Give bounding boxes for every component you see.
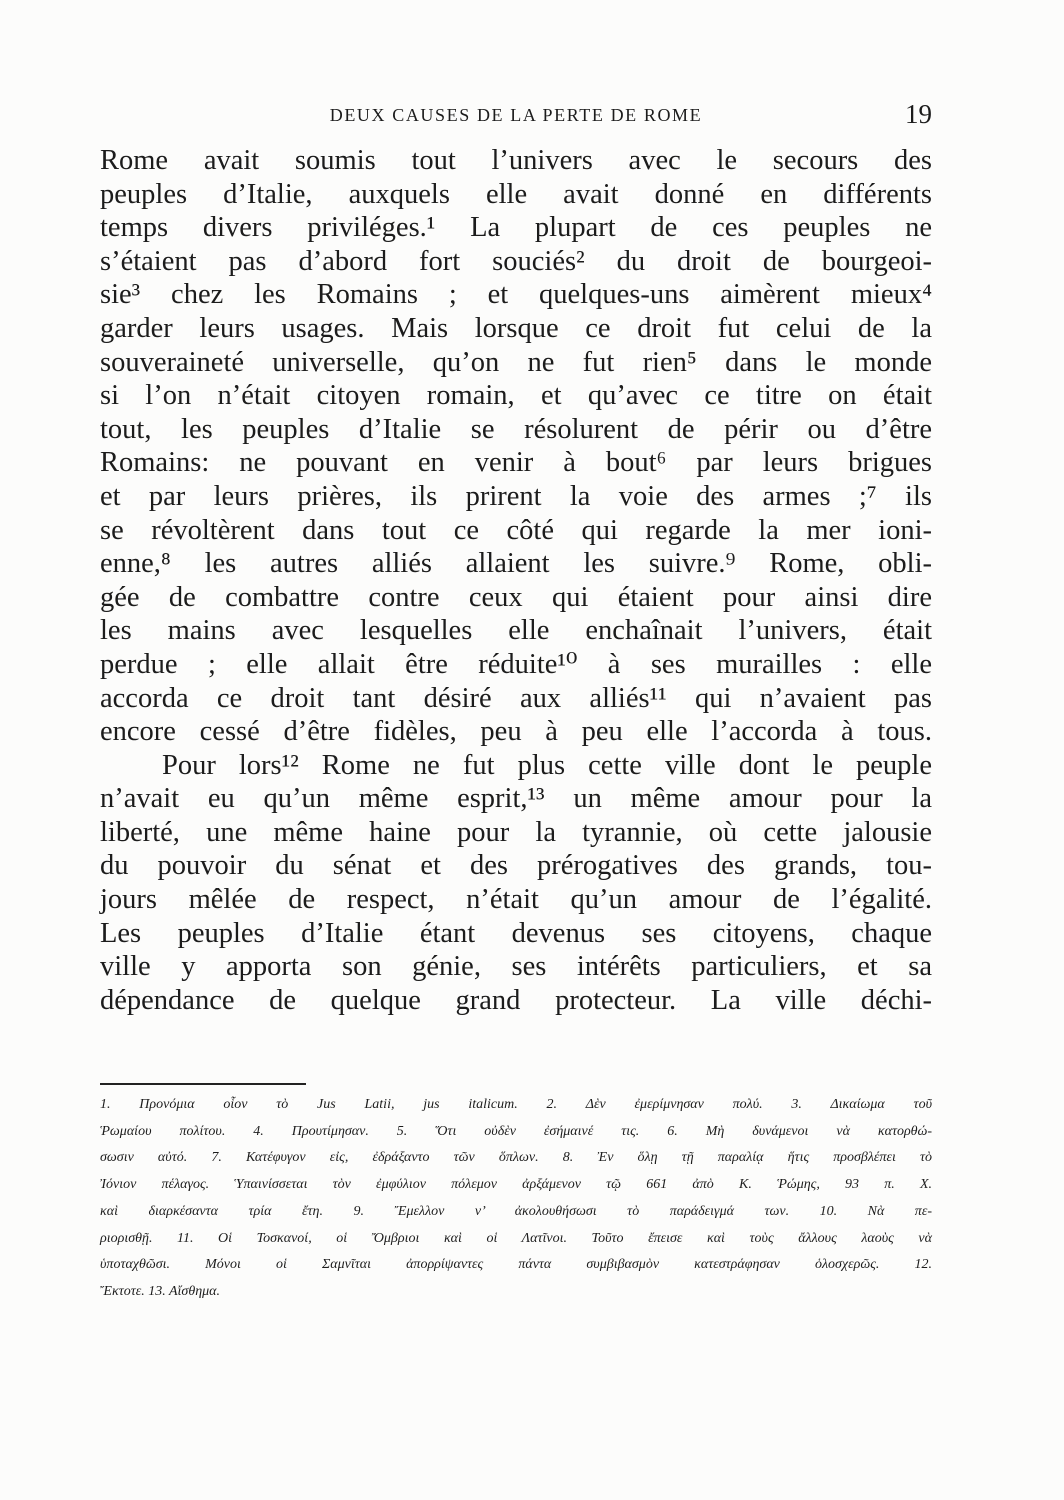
text-line: du pouvoir du sénat et des prérogatives des grands, tou- xyxy=(100,850,932,882)
text-line: les mains avec lesquelles elle enchaînait l’univers, était xyxy=(100,615,932,647)
footnote-line: Ῥωμαίου πολίτου. 4. Προυτίμησαν. 5. Ὅτι οὐδὲν ἐσήμαινέ τις. 6. Μὴ δυνάμενοι νὰ κατορθώ- xyxy=(100,1123,932,1139)
footnote-line: 1. Προνόμια οἷον τὸ Jus Latii, jus italicum. 2. Δὲν ἐμερίμνησαν πολύ. 3. Δικαίωμα τοῦ xyxy=(100,1097,932,1112)
text-line: encore cessé d’être fidèles, peu à peu elle l’accorda à tous. xyxy=(100,716,932,748)
text-line: souveraineté universelle, qu’on ne fut rien⁵ dans le monde xyxy=(100,346,932,378)
text-line: Romains: ne pouvant en venir à bout⁶ par leurs brigues xyxy=(100,447,932,479)
text-line: enne,⁸ les autres alliés allaient les suivre.⁹ Rome, obli- xyxy=(100,548,932,580)
footnote-line: καὶ διαρκέσαντα τρία ἔτη. 9. Ἔμελλον ν’ ἀκολουθήσωσι τὸ παράδειγμά των. 10. Νὰ πε- xyxy=(100,1203,932,1219)
text-line: sie³ chez les Romains ; et quelques-uns aimèrent mieux⁴ xyxy=(100,279,932,311)
text-line: perdue ; elle allait être réduite¹⁰ à ses murailles : elle xyxy=(100,648,932,680)
text-line: dépendance de quelque grand protecteur. La ville déchi- xyxy=(100,984,932,1016)
running-head xyxy=(100,101,932,133)
text-line: n’avait eu qu’un même esprit,¹³ un même amour pour la xyxy=(100,783,932,815)
footnotes xyxy=(100,1092,932,1306)
footnote-line: Ἰόνιον πέλαγος. Ὑπαινίσσεται τὸν ἐμφύλιον πόλεμον ἀρξάμενον τῷ 661 ἀπὸ Κ. Ῥώμης, 93 π. Χ. xyxy=(100,1177,932,1193)
text-line: liberté, une même haine pour la tyrannie, où cette jalousie xyxy=(100,816,932,848)
text-line: gée de combattre contre ceux qui étaient pour ainsi dire xyxy=(100,581,932,613)
text-line: jours mêlée de respect, n’était qu’un amour de l’égalité. xyxy=(100,884,932,916)
page-number: 19 xyxy=(905,99,932,129)
footnote-line: ριορισθῇ. 11. Οἱ Τοσκανοί, οἱ Ὄμβριοι καὶ οἱ Λατῖνοι. Τοῦτο ἔπεισε καὶ τοὺς ἄλλους λαοὺς νὰ xyxy=(100,1230,932,1246)
text-line: Les peuples d’Italie étant devenus ses citoyens, chaque xyxy=(100,917,932,949)
footnote-line: Ἔκτοτε. 13. Αἴσθημα. xyxy=(100,1283,221,1299)
paragraph-2 xyxy=(100,749,932,1018)
text-line: tout, les peuples d’Italie se résolurent de périr ou d’être xyxy=(100,413,932,445)
text-line: temps divers priviléges.¹ La plupart de ces peuples ne xyxy=(100,212,932,244)
text-line: Pour lors¹² Rome ne fut plus cette ville dont le peuple xyxy=(162,749,932,781)
text-line: garder leurs usages. Mais lorsque ce droit fut celui de la xyxy=(100,312,932,344)
text-line: et par leurs prières, ils prirent la voie des armes ;⁷ ils xyxy=(100,480,932,512)
text-line: peuples d’Italie, auxquels elle avait donné en différents xyxy=(100,178,932,210)
running-title: DEUX CAUSES DE LA PERTE DE ROME xyxy=(329,105,703,125)
footnote-line: ὑποταχθῶσι. Μόνοι οἱ Σαμνῖται ἀπορρίψαντες πάντα συμβιβασμὸν κατεστράφησαν ὁλοσχερῶς. 12. xyxy=(100,1257,932,1273)
text-line: s’étaient pas d’abord fort souciés² du droit de bourgeoi- xyxy=(100,245,932,277)
footnote-separator-rule xyxy=(100,1083,306,1085)
text-line: se révoltèrent dans tout ce côté qui regarde la mer ioni- xyxy=(100,514,932,546)
text-line: accorda ce droit tant désiré aux alliés¹¹ qui n’avaient pas xyxy=(100,682,932,714)
text-line: ville y apporta son génie, ses intérêts particuliers, et sa xyxy=(100,951,932,983)
body-text xyxy=(100,144,932,1017)
paragraph-1 xyxy=(100,144,932,749)
text-line: Rome avait soumis tout l’univers avec le secours des xyxy=(100,145,932,176)
footnote-line: σωσιν αὐτό. 7. Κατέφυγον εἰς, ἐδράξαντο τῶν ὅπλων. 8. Ἐν ὅλῃ τῇ παραλίᾳ ἥτις προσβλέπει τὸ xyxy=(100,1150,932,1166)
text-line: si l’on n’était citoyen romain, et qu’avec ce titre on était xyxy=(100,380,932,412)
